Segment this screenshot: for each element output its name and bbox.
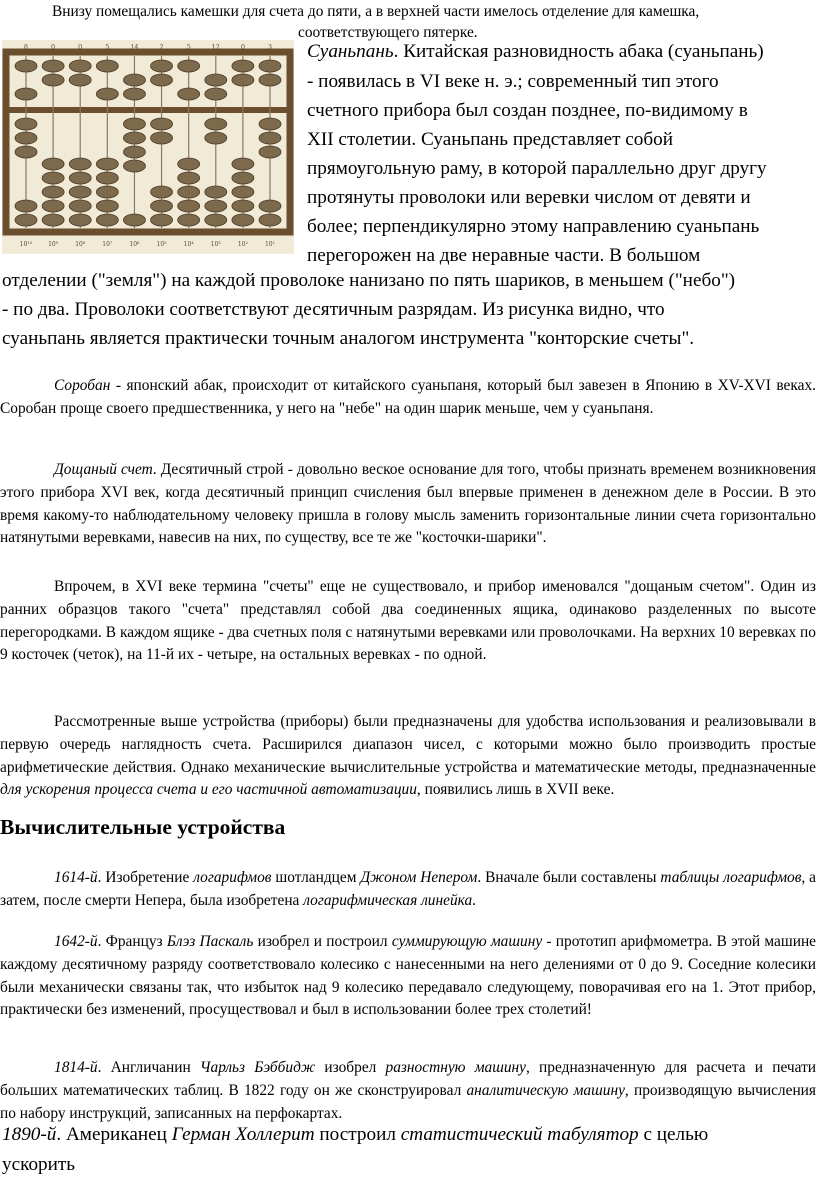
suanpan-line-8: перегорожен на две неравные части. В большом (307, 245, 701, 266)
abacus-top-label: 0 (51, 43, 56, 51)
abacus-bead (123, 74, 145, 86)
rassmotrennye-paragraph: Рассмотренные выше устройства (приборы) были предназначены для удобства использования и реализовывали в первую очередь наглядность счета. Расширился диапазон чисел, с которыми можно было производить простые арифметические действия. Однако механические вычислительные устройства и математические методы, предназначенные для ускорения процесса счета и его частичной автоматизации, появились лишь в XVII веке. (0, 713, 816, 799)
suanpan-abacus-image (2, 40, 294, 254)
abacus-bead (42, 186, 64, 198)
abacus-bead (96, 186, 118, 198)
abacus-bead (151, 200, 173, 212)
abacus-bottom-label: 10⁶ (129, 241, 140, 248)
suanpan-line-1: Суаньпань. Китайская разновидность абака (суаньпань) (307, 41, 764, 62)
abacus-bead (178, 214, 200, 226)
abacus-bead (96, 214, 118, 226)
abacus-bead (15, 132, 37, 144)
suanpan-line-7: более; перпендикулярно этому направлению суаньпань (307, 216, 760, 237)
suanpan-line-5: прямоугольную раму, в которой параллельно друг другу (307, 158, 767, 179)
abacus-bead (69, 186, 91, 198)
doshchany-term: Дощаный счет (54, 461, 153, 478)
abacus-bead (123, 88, 145, 100)
abacus-bead (178, 60, 200, 72)
suanpan-term: Суаньпань (307, 41, 394, 62)
suanpan-line-4: XII столетии. Суаньпань представляет собой (307, 129, 674, 150)
vprochem-paragraph: Впрочем, в XVI веке термина "счеты" еще не существовало, и прибор именовался "дощаным счетом". Один из ранних образцов такого "счета" представлял собой два соединенных ящика, одинаково разделенных по высоте перегородками. В каждом ящике - два счетных поля с натянутыми веревками или проволочками. На верхних 10 веревках по 9 косточек (четок), на 11-й их - четыре, на остальных веревках - по одной. (0, 578, 816, 664)
abacus-bottom-label: 10¹⁰ (19, 241, 33, 248)
item-1614-paragraph: 1614-й. Изобретение логарифмов шотландцем Джоном Непером. Вначале были составлены таблицы логарифмов, а затем, после смерти Непера, была изобретена логарифмическая линейка. (0, 869, 816, 909)
item-1814-paragraph: 1814-й. Англичанин Чарльз Бэббидж изобрел разностную машину, предназначенную для расчета и печати больших математических таблиц. В 1822 году он же сконструировал аналитическую машину, производящую вычисления по набору инструкций, записанных на перфокартах. (0, 1059, 816, 1122)
abacus-bead (151, 214, 173, 226)
abacus-bottom-label: 10⁸ (75, 241, 86, 248)
abacus-bead (15, 60, 37, 72)
abacus-bead (96, 172, 118, 184)
abacus-bead (205, 88, 227, 100)
abacus-bead (151, 186, 173, 198)
abacus-bottom-label: 10³ (210, 241, 221, 248)
item-1890-line-1: 1890-й. Американец Герман Холлерит построил статистический табулятор с целью (2, 1124, 709, 1145)
abacus-bead (232, 172, 254, 184)
abacus-bead (15, 118, 37, 130)
abacus-bottom-label: 10² (237, 241, 248, 248)
abacus-bead (205, 118, 227, 130)
abacus-bottom-label: 10⁷ (102, 241, 113, 248)
section-heading: Вычислительные устройства (0, 815, 286, 839)
abacus-bead (232, 74, 254, 86)
doshchany-paragraph: Дощаный счет. Десятичный строй - довольно веское основание для того, чтобы признать временем возникновения этого прибора XVI век, когда десятичный принцип счисления был впервые применен в денежном деле в России. В это время какому-то наблюдательному человеку пришла в голову мысль заменить горизонтальные линии счета горизонтально натянутыми веревками, навесив на них, по существу, все те же "косточки-шарики". (0, 461, 816, 547)
abacus-bead (178, 158, 200, 170)
abacus-bead (151, 74, 173, 86)
abacus-bead (69, 60, 91, 72)
abacus-bead (15, 200, 37, 212)
abacus-bottom-label: 10¹ (264, 241, 276, 248)
abacus-bead (151, 132, 173, 144)
suanpan-line-6: протянуты проволоки или веревки числом от девяти и (307, 187, 751, 208)
abacus-bead (15, 146, 37, 158)
abacus-bead (178, 186, 200, 198)
abacus-bead (42, 172, 64, 184)
abacus-top-label: 3 (267, 43, 273, 51)
suanpan-line-3: счетного прибора был создан позднее, по-видимому в (307, 100, 748, 121)
abacus-top-label: 8 (23, 43, 29, 51)
abacus-bead (123, 118, 145, 130)
abacus-bead (205, 74, 227, 86)
abacus-bead (205, 200, 227, 212)
abacus-bead (123, 132, 145, 144)
abacus-bead (15, 88, 37, 100)
abacus-bead (123, 214, 145, 226)
soroban-term: Соробан (54, 377, 111, 394)
abacus-bead (96, 200, 118, 212)
abacus-bead (42, 60, 64, 72)
abacus-bead (69, 74, 91, 86)
abacus-bead (259, 214, 281, 226)
abacus-top-label: 0 (78, 43, 83, 51)
abacus-bead (123, 160, 145, 172)
intro-line-1: Внизу помещались камешки для счета до пяти, а в верхней части имелось отделение для камешка, (52, 3, 700, 20)
abacus-bead (232, 214, 254, 226)
abacus-top-label: 14 (130, 43, 139, 51)
abacus-bead (178, 172, 200, 184)
abacus-bead (69, 214, 91, 226)
abacus-top-label: 12 (211, 43, 220, 51)
abacus-bead (42, 158, 64, 170)
abacus-top-label: 5 (105, 43, 110, 51)
abacus-bead (259, 118, 281, 130)
abacus-bead (178, 200, 200, 212)
abacus-bead (96, 158, 118, 170)
item-1890-line-2: ускорить (2, 1154, 76, 1175)
abacus-bead (69, 172, 91, 184)
abacus-bead (259, 200, 281, 212)
abacus-bead (151, 60, 173, 72)
abacus-bead (232, 60, 254, 72)
abacus-bead (96, 88, 118, 100)
abacus-bottom-label: 10⁴ (183, 241, 194, 248)
abacus-bead (259, 60, 281, 72)
abacus-bead (42, 214, 64, 226)
abacus-top-label: 0 (240, 43, 245, 51)
abacus-bead (205, 132, 227, 144)
abacus-bead (232, 200, 254, 212)
suanpan-line-10: - по два. Проволоки соответствуют десятичным разрядам. Из рисунка видно, что (2, 299, 665, 320)
abacus-bead (42, 74, 64, 86)
abacus-bead (15, 214, 37, 226)
suanpan-line-9: отделении ("земля") на каждой проволоке нанизано по пять шариков, в меньшем ("небо") (2, 270, 736, 291)
abacus-bead (96, 60, 118, 72)
suanpan-line-2: - появилась в VI веке н. э.; современный тип этого (307, 71, 719, 92)
abacus-bead (42, 200, 64, 212)
abacus-top-label: 5 (186, 43, 191, 51)
abacus-bead (69, 158, 91, 170)
abacus-bead (205, 214, 227, 226)
abacus-bead (259, 146, 281, 158)
abacus-bead (205, 186, 227, 198)
abacus-bead (123, 146, 145, 158)
intro-line-2: соответствующего пятерке. (298, 24, 478, 41)
abacus-bead (178, 88, 200, 100)
suanpan-line-11: суаньпань является практически точным аналогом инструмента "конторские счеты". (2, 328, 695, 349)
soroban-paragraph: Соробан - японский абак, происходит от китайского суаньпаня, который был завезен в Японию в XV-XVI веках. Соробан проще своего предшественника, у него на "небе" на один шарик меньше, чем у суаньпаня. (0, 377, 816, 417)
item-1642-paragraph: 1642-й. Француз Блэз Паскаль изобрел и построил суммирующую машину - прототип арифмометра. В этой машине каждому десятичному разряду соответствовало колесико с нанесенными на него делениями от 0 до 9. Соседние колесики были механически связаны так, что избыток над 9 колесико передавало следующему, поворачивая его на 1. Этот прибор, практически без изменений, просуществовал и был в использовании более трех столетий! (0, 933, 816, 1019)
abacus-bead (259, 74, 281, 86)
abacus-bottom-label: 10⁵ (156, 241, 167, 248)
abacus-bead (259, 132, 281, 144)
abacus-bead (232, 158, 254, 170)
abacus-bead (151, 118, 173, 130)
abacus-top-label: 2 (159, 43, 164, 51)
abacus-bead (69, 200, 91, 212)
abacus-bead (232, 186, 254, 198)
abacus-bottom-label: 10⁹ (48, 241, 59, 248)
